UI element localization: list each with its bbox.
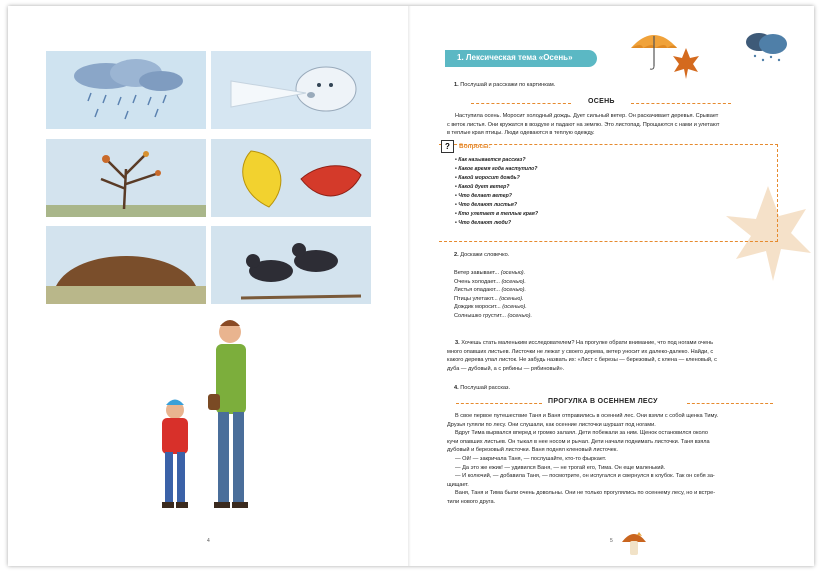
- question-item: • Что делают люди?: [455, 220, 511, 226]
- question-mark-icon: ?: [441, 140, 454, 153]
- fill-word-line: Птицы улетают... (осенью).: [454, 295, 524, 302]
- story1-text: [447, 112, 787, 138]
- divider: [631, 103, 731, 104]
- birds-icon: [211, 226, 371, 304]
- fill-word-line: Листья опадают... (осенью).: [454, 287, 527, 294]
- fill-word-line: Дождик моросит... (осенью).: [454, 304, 527, 311]
- task3-text: 3. Хочешь стать маленьким исследователем? На прогулке обрати внимание, что под ногами очень много опавших листьев. Листочки не лежат у своего дерева, ветер уносит их далеко-далеко. Найди, с какого дерева упал листок. Не забудь назвать их: «Лист с березы — березовый, с клена — кленовый, с дуба — дубовый, а с рябины — рябиновый».: [447, 340, 717, 372]
- question-item: • Что делают листья?: [455, 202, 517, 208]
- mushroom-icon: [619, 526, 649, 558]
- story-title: ОСЕНЬ: [588, 98, 615, 105]
- left-page: [8, 6, 411, 566]
- task2-number: 2.: [454, 252, 459, 258]
- maple-leaf-icon: [671, 46, 701, 81]
- task1-text: Послушай и расскажи по картинкам.: [460, 82, 556, 88]
- question-item: • Кто улетает в теплые края?: [455, 211, 538, 217]
- divider: [456, 403, 542, 404]
- task1-number: 1.: [454, 82, 459, 88]
- page-number-right: 5: [610, 538, 613, 544]
- question-item: • Что делает ветер?: [455, 193, 512, 199]
- book-spread: [8, 6, 814, 566]
- wind-cloud-icon: [211, 51, 371, 129]
- fill-word-line: Очень холодает... (осенью).: [454, 278, 526, 285]
- section-header-title: 1. Лексическая тема «Осень»: [457, 53, 573, 62]
- story-line: с веток листья. Они кружатся в воздухе и падают на землю. Это листопад. Прощаются с нами и улетают: [447, 121, 720, 128]
- story2-text: В свое первое путешествие Таня и Ваня отправились в осенний лес. Они взяли с собой щенка Тиму. Друзья гуляли по лесу. Они слушали, как осенние листочки шуршат под ногами. Вдруг Тима вырвался вперед и громко залаял. Дети побежали за ним. Щенок остановился около кучи опавших листьев. Он тыкал в нее носом и рычал. Дети начали поднимать листочки. Таня взяла дубовый и березовый листочки. Ваня поднял кленовый листочек. — Ой! — закричала Таня, — послушайте, кто-то фыркает. — Да это же ежик! — удивился Ваня, — не трогай его, Тима. Он еще маленький. — И колючий, — добавила Таня, — посмотрите, он испугался и свернулся в клубок. Так он себя за- щищает. Ваня, Таня и Тима были очень довольны. Они не только прогулялись по осеннему лесу, но и встре- тили нового друга.: [447, 413, 719, 505]
- story-line: в теплые края птицы. Люди одеваются в теплую одежду.: [447, 130, 595, 137]
- question-item: • Какой моросит дождь?: [455, 175, 520, 181]
- bare-tree-icon: [46, 139, 206, 217]
- task3-number: 3.: [455, 340, 460, 346]
- leaves-icon: [211, 139, 371, 217]
- cloud-icon: [741, 24, 791, 64]
- divider: [687, 403, 773, 404]
- section-header: [445, 50, 597, 67]
- fill-word-line: Ветер завывает... (осенью).: [454, 270, 526, 276]
- story-line: Наступила осень. Моросит холодный дождь. Дует сильный ветер. Он раскачивает деревья. Срывает: [455, 113, 719, 119]
- rain-cloud-icon: [46, 51, 206, 129]
- question-item: • Как называется рассказ?: [455, 157, 525, 163]
- task4-number: 4.: [454, 385, 459, 391]
- question-item: • Какое время года наступило?: [455, 166, 537, 172]
- fill-word-list: [454, 269, 532, 321]
- story2-title: ПРОГУЛКА В ОСЕННЕМ ЛЕСУ: [548, 398, 658, 405]
- questions-label: Вопросы:: [459, 143, 491, 150]
- right-page: [411, 6, 814, 566]
- page-number-left: 4: [207, 538, 210, 544]
- question-item: • Какой дует ветер?: [455, 184, 509, 190]
- divider: [471, 103, 571, 104]
- fill-word-line: Солнышко грустит... (осенью).: [454, 312, 533, 319]
- father-and-son-icon: [148, 312, 258, 522]
- task2-text: Доскажи словечко.: [460, 252, 510, 258]
- task4-text: Послушай рассказ.: [460, 385, 511, 391]
- earth-mound-icon: [46, 226, 206, 304]
